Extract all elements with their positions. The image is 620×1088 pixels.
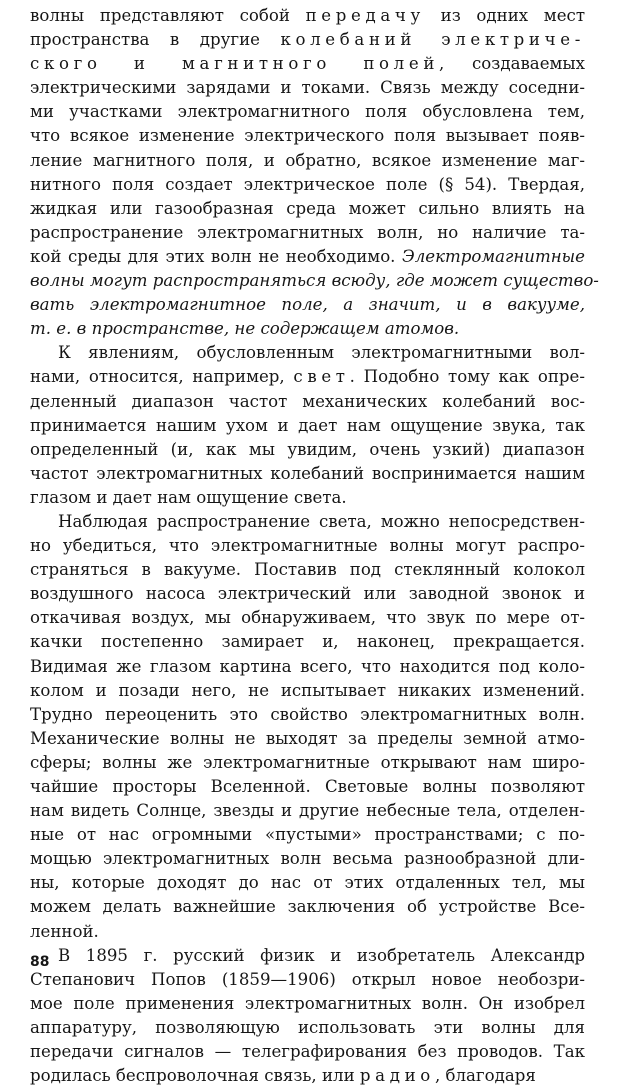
text-line (30, 390, 585, 414)
text-span: сферы; волны же электромагнитные открывают нам широ- (30, 752, 585, 772)
text-line (30, 245, 585, 269)
text-span: частот электромагнитных колебаний воспринимается нашим (30, 463, 585, 483)
text-span: , благодаря (434, 1066, 536, 1086)
text-line (30, 269, 599, 293)
text-span: . Подобно тому как опре- (349, 367, 585, 387)
text-span: К явлениям, обусловленным электромагнитными вол- (58, 343, 585, 363)
text-span: В 1895 г. русский физик и изобретатель Александр (58, 945, 585, 965)
body-text (30, 4, 599, 1088)
text-line (30, 1040, 585, 1064)
text-line (30, 630, 585, 654)
text-span: ление магнитного поля, и обратно, всякое изменение маг- (30, 150, 585, 170)
spaced-text: колебаний электриче- (280, 30, 585, 50)
spaced-text: радио (359, 1066, 435, 1086)
text-line (30, 221, 585, 245)
text-span: качки постепенно замирает и, наконец, прекращается. (30, 632, 585, 652)
text-line (30, 582, 585, 606)
text-span: аппаратуру, позволяющую использовать эти волны для (30, 1017, 585, 1037)
text-line (30, 438, 585, 462)
text-line (30, 655, 585, 679)
italic-text: вать электромагнитное поле, а значит, и в вакууме, (30, 295, 585, 315)
text-line (30, 365, 585, 389)
text-span: откачивая воздух, мы обнаруживаем, что звук по мере от- (30, 608, 585, 628)
page-number: 88 (30, 954, 50, 970)
text-span: передачи сигналов — телеграфирования без проводов. Так (30, 1042, 585, 1062)
text-line (30, 823, 585, 847)
text-line (30, 462, 585, 486)
text-span: колом и позади него, не испытывает никаких изменений. (30, 680, 585, 700)
text-line (30, 679, 585, 703)
text-line (30, 197, 585, 221)
text-span: определенный (и, как мы увидим, очень узкий) диапазон (30, 439, 585, 459)
spaced-text: ского и магнитного полей (30, 54, 440, 74)
italic-text: Электромагнитные (402, 246, 585, 266)
text-line (30, 847, 585, 871)
text-line (30, 149, 585, 173)
text-span: нитного поля создает электрическое поле (§ 54). Твердая, (30, 174, 585, 194)
text-line (30, 534, 585, 558)
text-span: волны представляют собой (30, 6, 306, 25)
paragraph (30, 341, 585, 510)
italic-text: т. е. в пространстве, не содержащем атомов. (30, 319, 460, 339)
text-line (30, 920, 585, 944)
text-line (30, 124, 585, 148)
text-line (30, 895, 585, 919)
text-span: но убедиться, что электромагнитные волны могут распро- (30, 536, 585, 556)
text-line (30, 510, 585, 534)
paragraph (30, 4, 599, 341)
text-line (30, 341, 585, 365)
text-line (30, 4, 585, 28)
text-span: пространства в другие (30, 30, 281, 50)
text-line (30, 968, 585, 992)
text-line (30, 799, 585, 823)
text-line (30, 317, 585, 341)
text-span: что всякое изменение электрического поля вызывает появ- (30, 126, 585, 146)
text-span: страняться в вакууме. Поставив под стеклянный колокол (30, 560, 585, 580)
text-line (30, 52, 585, 76)
text-span: Механические волны не выходят за пределы земной атмо- (30, 728, 585, 748)
text-span: ми участками электромагнитного поля обусловлена тем, (30, 102, 585, 122)
text-line (30, 486, 585, 510)
text-span: Степанович Попов (1859—1906) открыл новое необозри- (30, 969, 585, 989)
text-line (30, 293, 585, 317)
text-span: мощью электромагнитных волн весьма разнообразной дли- (30, 849, 585, 869)
text-span: нами, относится, например, (30, 367, 294, 387)
paragraph (30, 944, 585, 1088)
text-span: чайшие просторы Вселенной. Световые волны позволяют (30, 777, 585, 796)
text-line (30, 992, 585, 1016)
text-span: жидкая или газообразная среда может сильно влиять на (30, 198, 585, 218)
text-line (30, 100, 585, 124)
text-line (30, 414, 585, 438)
text-line (30, 173, 585, 197)
text-line (30, 28, 585, 52)
text-span: из одних мест (424, 6, 586, 25)
text-line (30, 703, 585, 727)
italic-text: волны могут распространяться всюду, где может существо- (30, 271, 599, 291)
text-span: распространение электромагнитных волн, но наличие та- (30, 222, 585, 242)
spaced-text: передачу (305, 6, 425, 25)
text-span: Трудно переоценить это свойство электромагнитных волн. (30, 704, 585, 724)
text-line (30, 727, 585, 751)
text-line (30, 1016, 585, 1040)
text-span: родилась беспроволочная связь, или (30, 1066, 360, 1086)
text-span: ленной. (30, 921, 99, 941)
text-span: Наблюдая распространение света, можно непосредствен- (58, 511, 585, 531)
spaced-text: свет (293, 367, 350, 387)
text-line (30, 606, 585, 630)
text-line (30, 775, 585, 799)
text-span: воздушного насоса электрический или заводной звонок и (30, 584, 585, 604)
text-line (30, 558, 585, 582)
text-line (30, 871, 585, 895)
text-span: ны, которые доходят до нас от этих отдаленных тел, мы (30, 873, 585, 893)
text-span: глазом и дает нам ощущение света. (30, 487, 347, 507)
text-line (30, 1064, 585, 1088)
text-span: электрическими зарядами и токами. Связь между соседни- (30, 78, 585, 98)
text-span: нам видеть Солнце, звезды и другие небесные тела, отделен- (30, 801, 585, 821)
text-span: Видимая же глазом картина всего, что находится под коло- (30, 656, 585, 676)
text-span: мое поле применения электромагнитных волн. Он изобрел (30, 993, 585, 1013)
text-line (30, 944, 585, 968)
text-span: принимается нашим ухом и дает нам ощущение звука, так (30, 415, 585, 435)
text-span: ные от нас огромными «пустыми» пространствами; с по- (30, 825, 585, 845)
paragraph (30, 510, 585, 944)
text-line (30, 76, 585, 100)
text-line (30, 751, 585, 775)
text-span: , создаваемых (439, 54, 585, 74)
text-span: деленный диапазон частот механических колебаний вос- (30, 391, 585, 411)
text-span: можем делать важнейшие заключения об устройстве Все- (30, 897, 585, 917)
text-span: кой среды для этих волн не необходимо. (30, 246, 402, 266)
